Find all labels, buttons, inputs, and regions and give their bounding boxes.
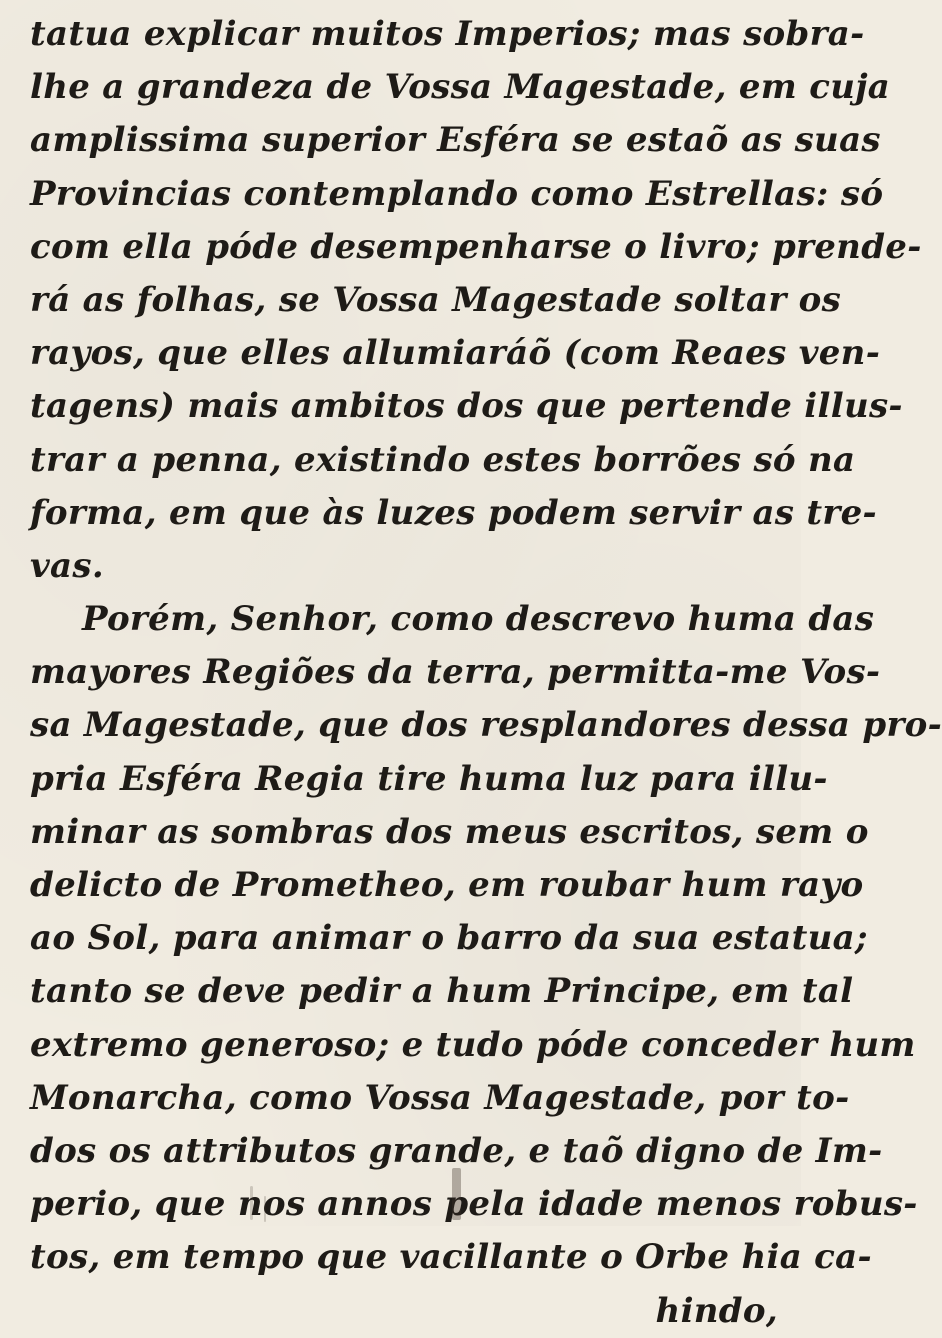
ink-smudge: [264, 1196, 266, 1222]
text-line: minar as sombras dos meus escritos, sem o: [30, 811, 869, 852]
text-line: Monarcha, como Vossa Magestade, por to-: [30, 1077, 850, 1118]
text-line: com ella póde desempenharse o livro; prende-: [30, 226, 922, 267]
text-line: pria Esféra Regia tire huma luz para illu-: [30, 758, 828, 799]
text-line: extremo generoso; e tudo póde conceder hum: [30, 1024, 916, 1065]
text-line: mayores Regiões da terra, permitta-me Vos-: [30, 652, 881, 693]
text-line: vas.: [30, 545, 104, 586]
text-line: tanto se deve pedir a hum Principe, em tal: [30, 971, 854, 1012]
text-line: tos, em tempo que vacillante o Orbe hia ca-: [30, 1237, 872, 1278]
text-line: perio, que nos annos pela idade menos robus-: [30, 1184, 918, 1225]
text-line: ao Sol, para animar o barro da sua estatua;: [30, 918, 868, 959]
paragraph-first-line: Porém, Senhor, como descrevo huma das: [82, 599, 875, 640]
text-line: rayos, que elles allumiaráõ (com Reaes ven-: [30, 333, 881, 374]
text-line: tatua explicar muitos Imperios; mas sobra-: [30, 14, 865, 54]
text-line: amplissima superior Esféra se estaõ as suas: [30, 120, 881, 161]
catchword: hindo,: [655, 1290, 778, 1331]
text-line: sa Magestade, que dos resplandores dessa pro-: [30, 705, 942, 746]
ink-smudge: [250, 1186, 253, 1220]
text-line: forma, em que às luzes podem servir as tre-: [30, 492, 877, 533]
text-line: rá as folhas, se Vossa Magestade soltar os: [30, 279, 842, 320]
text-line: tagens) mais ambitos dos que pertende illus-: [30, 386, 903, 427]
text-line: trar a penna, existindo estes borrões só na: [30, 439, 856, 480]
text-line: dos os attributos grande, e taõ digno de Im-: [30, 1130, 883, 1171]
ink-smudge: [452, 1168, 461, 1220]
text-line: Provincias contemplando como Estrellas: só: [30, 173, 884, 214]
text-line: lhe a grandeza de Vossa Magestade, em cuja: [30, 67, 891, 108]
text-line: delicto de Prometheo, em roubar hum rayo: [30, 865, 864, 905]
body-text: [30, 8, 942, 1338]
